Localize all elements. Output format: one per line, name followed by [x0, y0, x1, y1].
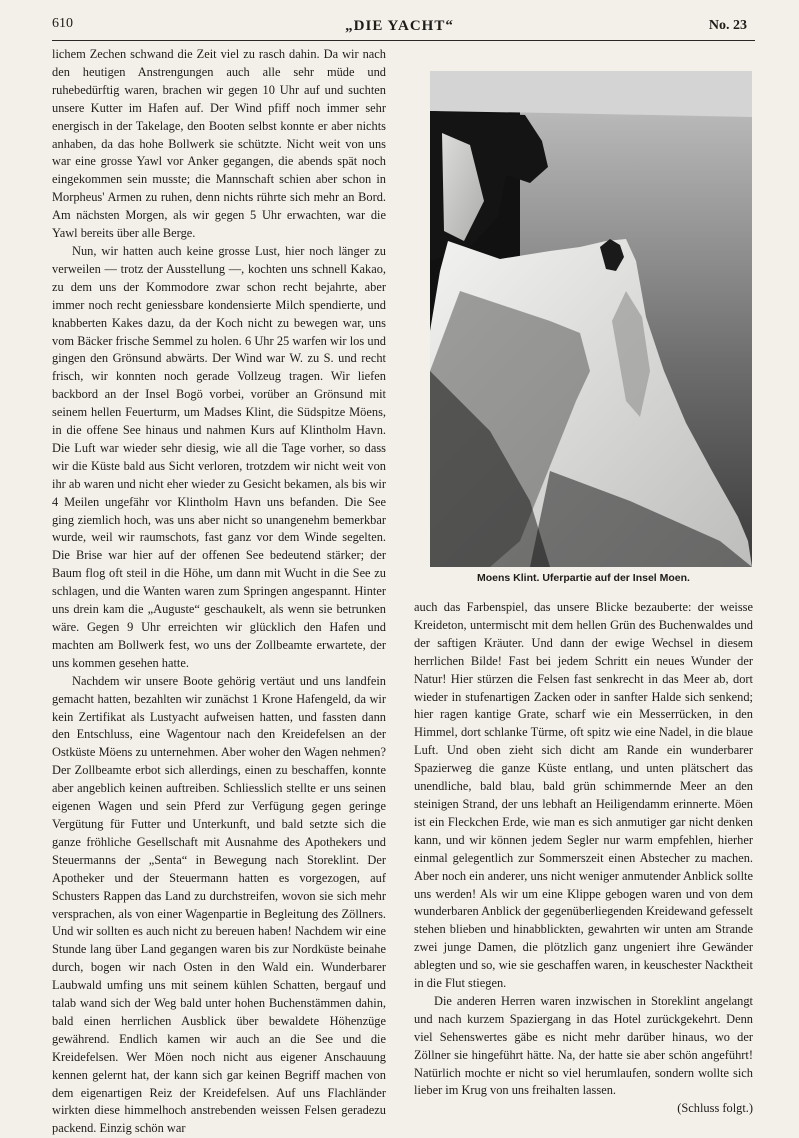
paragraph: Nachdem wir unsere Boote gehörig vertäut und uns landfein gemacht hatten, bezahlten wir zunächst 1 Krone Hafengeld, da wir kein Zertifikat als Lustyacht aufweisen hatten, und fassten dann den Entschluss, eine Wagentour nach den Kreidefelsen an der Ostküste Möens zu unternehmen. Aber woher den Wagen nehmen? Der Zollbeamte erbot sich allerdings, einen zu beschaffen, konnte aber angeblich keinen auftreiben. Schliesslich stellte er uns seinen eigenen Wagen und sein Pferd zur Verfügung gegen geringe Vergütung für Futter und Unterkunft, und bald setzte sich die ganze fröhliche Gesellschaft mit Ausnahme des Apothekers und Steuermanns der „Senta“ in Bewegung nach Storeklint. Der Apotheker und der Steuermann hatten es vorgezogen, auf Schusters Rappen das Land zu durchstreifen, wovon sie sich mehr versprachen, als von einer Wagenpartie in Begleitung des Zöllners. Und wir sollten es auch nicht zu bereuen haben! Nachdem wir eine Stunde lang über Land gegangen waren bis zur Nordküste beinahe durch, bogen wir nach Osten in den Wald ein. Wunderbarer Laubwald umfing uns mit seinem kühlen Schatten, bergauf und talab wand sich der Weg bald unter hohen Buchenstämmen dahin, bald einen herrlichen Ausblick über bewaldete Höhenzüge gewährend. Endlich kamen wir auch an die See und die Kreidefelsen. Wer Möen noch nicht aus eigener Anschauung kennen gelernt hat, der kann sich gar keinen Begriff machen von dem eigenartigen Reiz der Kreidefelsen. Auf uns Flachländer wirkten diese himmelhoch anstrebenden weissen Felsen geradezu packend. Einzig schön war [52, 673, 386, 1136]
journal-title: „DIE YACHT“ [345, 18, 454, 34]
paragraph: lichem Zechen schwand die Zeit viel zu rasch dahin. Da wir nach den heutigen Anstrengungen auch alle sehr müde und ruhebedürftig waren, brachen wir gegen 10 Uhr auf und suchten unsere Kutter im Hafen auf. Der Wind pfiff noch immer sehr energisch in der Takelage, den Booten selbst konnte er aber nichts anhaben, da das hohe Bollwerk sie schützte. Nicht weit von uns war eine grosse Yawl vor Anker gegangen, die abends spät noch eingekommen sein musste; die Mannschaft schien aber schon in Morpheus' Armen zu ruhen, denn nichts rührte sich mehr an Bord. Am nächsten Morgen, als wir gegen 5 Uhr erwachten, war die Yawl bereits über alle Berge. [52, 47, 386, 241]
figure-caption: Moens Klint. Uferpartie auf der Insel Moen. [477, 572, 690, 584]
paragraph: Nun, wir hatten auch keine grosse Lust, hier noch länger zu verweilen — trotz der Ausstellung —, kochten uns schnell Kakao, zu dem uns der Kommodore zwar schon recht bejahrte, aber immer noch recht geniessbare kondensierte Milch spendierte, und knabberten Kakes dazu, da der Koch nicht zu bewegen war, uns vom Bäcker frische Semmel zu holen. 6 Uhr 25 warfen wir los und gingen den Grönsund abwärts. Der Wind war W. zu S. und recht frisch, wir konnten noch gerade Vollzeug tragen. Wir liefen backbord an der Insel Bogö vorbei, vorüber an Grönsund mit seinem hellen Feuerturm, um Madses Klint, die Südspitze Möens, in die offene See hinaus und nahmen Kurs auf Klintholm Havn. Die Luft war wieder sehr diesig, wie all die Tage vorher, so dass wir die Küste bald aus Sicht verloren, trotzdem wir nicht weit von ihr ab waren und nicht eher wieder zu Gesicht bekamen, als bis wir 4 Meilen ungefähr vor Klintholm Havn uns befanden. Die See ging ziemlich hoch, was uns aber nicht so unangenehm bemerkbar wurde, weil wir raumschots, fast ganz vor dem Winde segelten. Die Brise war hier auf der offenen See bedeutend stärker; der Baum flog oft steil in die Höhe, um dann mit Wucht in die See zu schlagen, und die Wanten waren zum Springen angespannt. Hinter uns drein kam die „Auguste“ geschaukelt, als wenn sie betrunken wäre. Gegen 9 Uhr erreichten wir glücklich den Hafen und machten am Bollwerk fest, wo uns der Zollbeamte erwartete, der uns kommen gesehen hatte. [52, 243, 386, 670]
paragraph: Die anderen Herren waren inzwischen in Storeklint angelangt und nach kurzem Spaziergang in das Hotel zurückgekehrt. Denn viel Sehenswertes gäbe es nicht mehr darüber hinaus, wo der Zöllner sie hingeführt hätte. Na, der hatte sie aber schön angeführt! Natürlich mochte er nicht so viel herumlaufen, sondern wollte sich lieber im Krug von uns freihalten lassen. [414, 993, 753, 1098]
left-column [52, 46, 386, 1138]
signoff-note: (Schluss folgt.) [677, 1101, 753, 1116]
photo-image [430, 71, 752, 567]
issue-number: No. 23 [708, 18, 747, 33]
cliff-photograph [430, 71, 752, 567]
right-column [414, 599, 753, 1118]
page-number: 610 [52, 16, 73, 31]
header-rule [52, 40, 755, 41]
paragraph: auch das Farbenspiel, das unsere Blicke bezauberte: der weisse Kreideton, untermischt mit dem hellen Grün des Buchenwaldes und der saftigen Kräuter. Und dann der ewige Wechsel in diesem herrlichen Bilde! Fast bei jedem Schritt ein neues Wunder der Natur! Hier stürzen die Felsen fast senkrecht in das Meer ab, dort wieder in stufenartigen Zacken oder in sanfter Halde sich senkend; hier ragen kantige Grate, scharf wie ein Messerrücken, in den Himmel, dort schlanke Türme, oft spitz wie eine Nadel, in die blaue Luft. Und oben zieht sich dicht am Rande ein wunderbarer Spazierweg die ganze Küste entlang, und unten plätschert das unendliche, bald blau, bald grün schimmernde Meer an den steinigen Strand, der uns lebhaft an Heiligendamm erinnerte. Möen ist ein Fleckchen Erde, wie man es sich anmutiger gar nicht denken kann, und wir können jedem Segler nur warm empfehlen, hierher einmal gelegentlich zur Sommerszeit einen Abstecher zu machen. Aber noch ein anderer, uns nicht weniger anmutender Anblick sollte uns werden! Als wir um eine Klippe gebogen waren und von dem wunderbaren Anblick der gegenüberliegenden Kreidewand gefesselt stehen blieben und hinabblickten, gewahrten wir unten am Strande zwei junge Damen, die plötzlich ganz ungeniert ihre Gewänder ablegten und so, wie sie geschaffen waren, in keuschester Nacktheit in die Flut stiegen. [414, 600, 753, 991]
